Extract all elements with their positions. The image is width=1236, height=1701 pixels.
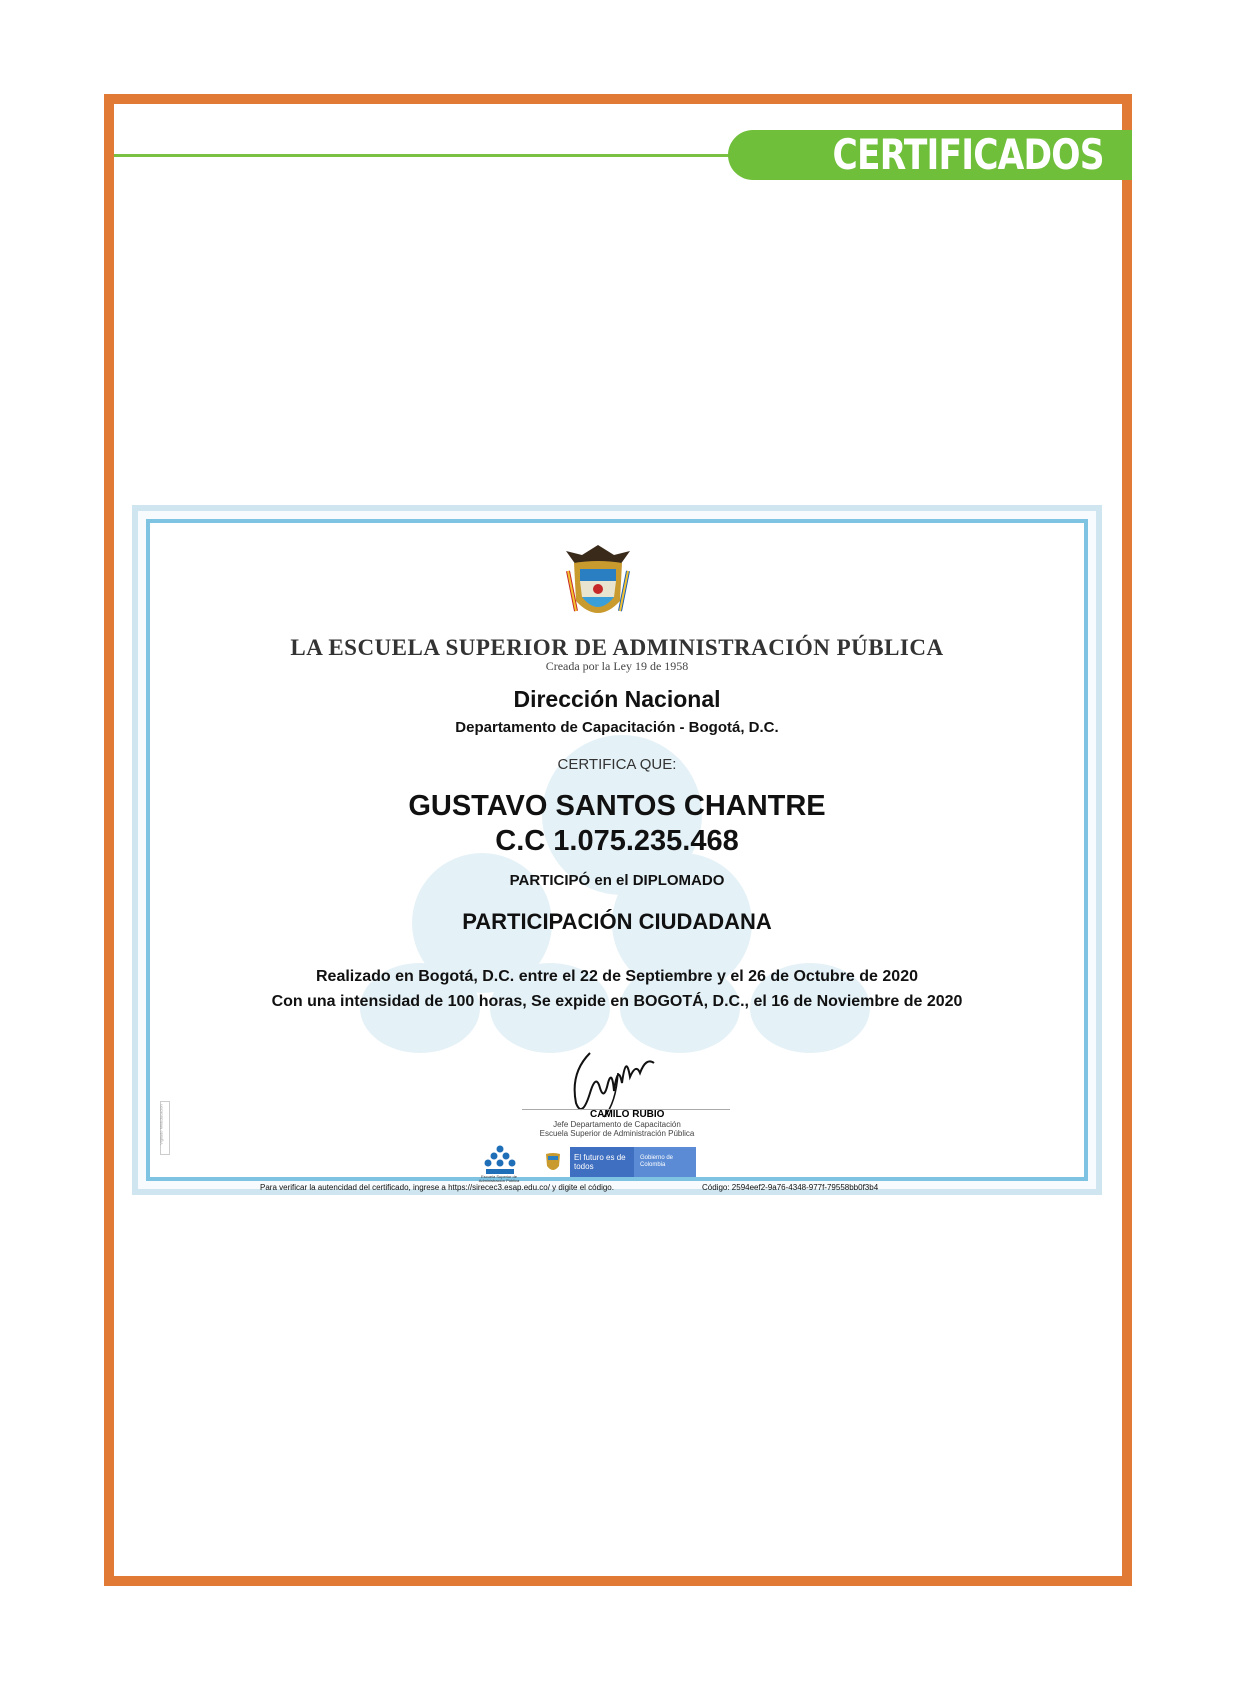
school-name: LA ESCUELA SUPERIOR DE ADMINISTRACIÓN PÚBLICA (290, 635, 944, 660)
certificate (132, 505, 1102, 1195)
government-badge-name: Gobierno de Colombia (634, 1147, 696, 1177)
signer-title: Jefe Departamento de Capacitación (553, 1120, 681, 1129)
program-name: PARTICIPACIÓN CIUDADANA (462, 909, 772, 934)
recipient-name: GUSTAVO SANTOS CHANTRE (408, 790, 826, 822)
verify-instructions: Para verificar la autencidad del certificado, ingrese a https://sirecec3.esap.edu.co/ y digite el código. (260, 1183, 614, 1192)
department-name: Departamento de Capacitación - Bogotá, D.C. (455, 719, 779, 736)
certifies-label: CERTIFICA QUE: (557, 756, 677, 773)
side-tag-text: Vigilado MinEducación (158, 1104, 164, 1145)
header-tab (728, 130, 1132, 180)
coat-of-arms-small-icon (543, 1150, 563, 1174)
coat-of-arms-icon (560, 541, 636, 629)
verification-code: Código: 2594eef2-9a76-4348-977f-79558bb0f3b4 (702, 1183, 879, 1192)
recipient-id: C.C 1.075.235.468 (495, 825, 739, 857)
government-badge-slogan: El futuro es de todos (574, 1153, 626, 1171)
details-line-2: Con una intensidad de 100 horas, Se expide en BOGOTÁ, D.C., el 16 de Noviembre de 2020 (271, 993, 963, 1010)
signer-name: CAMILO RUBIO (590, 1109, 665, 1120)
direction-title: Dirección Nacional (513, 686, 721, 712)
header-tab-label: CERTIFICADOS (832, 130, 1104, 179)
school-subtitle: Creada por la Ley 19 de 1958 (545, 659, 689, 673)
esap-logo-text: Escuela Superior de Administración Pública (478, 1174, 520, 1183)
participation-label: PARTICIPÓ en el DIPLOMADO (509, 872, 725, 889)
header-rule (114, 154, 734, 157)
certificate-inner (146, 519, 1088, 1192)
side-tag (160, 1101, 170, 1155)
details-line-1: Realizado en Bogotá, D.C. entre el 22 de Septiembre y el 26 de Octubre de 2020 (316, 968, 918, 985)
government-badge (570, 1147, 696, 1177)
signer-org: Escuela Superior de Administración Pública (539, 1129, 695, 1138)
